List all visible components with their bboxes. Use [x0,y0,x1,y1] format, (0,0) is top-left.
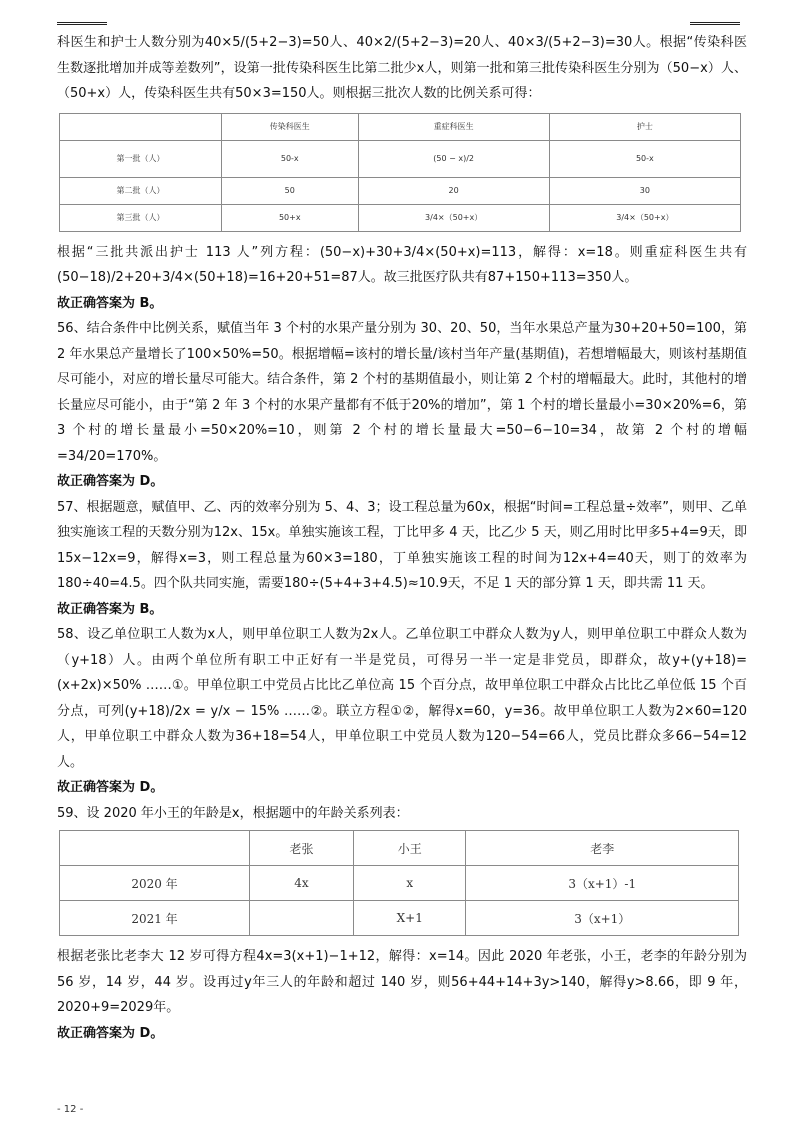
table-cell: 第一批（人） [60,140,222,177]
paragraph-59: 59、设 2020 年小王的年龄是x，根据题中的年龄关系列表： [57,805,409,821]
table-cell: 3/4×（50+x） [358,204,549,231]
table-row [60,140,741,177]
table-cell: 3（x+1）-1 [466,866,739,901]
table-cell: 2020 年 [60,866,250,901]
paragraph-55-cont: 科医生和护士人数分别为40×5/(5+2−3)=50人、40×2/(5+2−3)=20人、40×3/(5+2−3)=30人。根据“传染科医生数逐批增加并成等差数列”，设第一批传染科医生比第二批少x人，则第一批和第三批传染科医生分别为（50−x）人、（50+x）人，传染科医生共有50×3=150人。则根据三批次人数的比例关系可得： [57,35,747,101]
table-row [60,177,741,204]
table-cell: 第二批（人） [60,177,222,204]
table-cell: x [353,866,466,901]
page-content [57,30,747,1046]
table-age [59,830,739,936]
table-header-cell [60,113,222,140]
table-cell [249,901,353,936]
table-header-cell [60,831,250,866]
table-cell: 3（x+1） [466,901,739,936]
paragraph-57: 57、根据题意，赋值甲、乙、丙的效率分别为 5、4、3；设工程总量为60x，根据“时间=工程总量÷效率”，则甲、乙单独实施该工程的天数分别为12x、15x。单独实施该工程，丁比甲多 4 天，比乙少 5 天，则乙用时比甲多5+4=9天，即15x−12x=9，解得x=3，则工程总量为60×3=180，丁单独实施该工程的时间为12x+4=40天，则丁的效率为180÷40=4.5。四个队共同实施，需要180÷(5+4+3+4.5)≈10.9天，不足 1 天的部分算 1 天，即共需 11 天。 [57,499,747,591]
answer-59: 故正确答案为 D。 [57,1025,164,1041]
table-header-cell: 护士 [549,113,740,140]
table-row [60,901,739,936]
answer-58: 故正确答案为 D。 [57,780,164,795]
table-cell: 4x [249,866,353,901]
table-cell: 50-x [221,140,358,177]
answer-57: 故正确答案为 B。 [57,601,163,617]
table-header-cell: 老张 [249,831,353,866]
table-cell: 第三批（人） [60,204,222,231]
page-number: - 12 - [57,1104,84,1115]
table-cell: 2021 年 [60,901,250,936]
table-cell: (50 − x)/2 [358,140,549,177]
paragraph-58: 58、设乙单位职工人数为x人，则甲单位职工人数为2x人。乙单位职工中群众人数为y人，则甲单位职工中群众人数为（y+18）人。由两个单位所有职工中正好有一半是党员，可得另一半一定是非党员，即群众，故y+(y+18)=(x+2x)×50% ……①。甲单位职工中党员占比比乙单位高 15 个百分点，故甲单位职工中群众占比比乙单位低 15 个百分点，可列(y+18)/2x = y/x − 15% ……②。联立方程①②，解得x=60，y=36。故甲单位职工人数为2×60=120人，甲单位职工中群众人数为36+18=54人，甲单位职工中党员人数为120−54=66人，党员比群众多66−54=12人。 [57,627,747,770]
table-cell: 30 [549,177,740,204]
table-row [60,204,741,231]
paragraph-55-equation: 根据“三批共派出护士 113 人”列方程：(50−x)+30+3/4×(50+x)=113，解得：x=18。则重症科医生共有(50−18)/2+20+3/4×(50+18)=16+20+51=87人。故三批医疗队共有87+150+113=350人。 [57,244,747,285]
table-header-row [60,113,741,140]
table-cell: X+1 [353,901,466,936]
table-header-row [60,831,739,866]
table-header-cell: 小王 [353,831,466,866]
table-cell: 50-x [549,140,740,177]
table-header-cell: 传染科医生 [221,113,358,140]
table-row [60,866,739,901]
table-medical-team [59,113,741,232]
table-cell: 50+x [221,204,358,231]
paragraph-59-solution: 根据老张比老李大 12 岁可得方程4x=3(x+1)−1+12，解得：x=14。因此 2020 年老张，小王，老李的年龄分别为 56 岁，14 岁，44 岁。设再过y年三人的年龄和超过 140 岁，则56+44+14+3y>140，解得y>8.66，即 9 年，2020+9=2029年。 [57,949,747,1015]
table-cell: 20 [358,177,549,204]
table-cell: 50 [221,177,358,204]
answer-56: 故正确答案为 D。 [57,474,164,489]
table-header-cell: 重症科医生 [358,113,549,140]
table-header-cell: 老李 [466,831,739,866]
answer-55: 故正确答案为 B。 [57,295,163,311]
header-rule-right [690,22,740,25]
paragraph-56: 56、结合条件中比例关系，赋值当年 3 个村的水果产量分别为 30、20、50，当年水果总产量为30+20+50=100，第 2 年水果总产量增长了100×50%=50。根据增幅=该村的增长量/该村当年产量(基期值)，若想增幅最大，则该村基期值尽可能小，对应的增长量尽可能大。结合条件，第 2 个村的基期值最小，则让第 2 个村的增幅最大。此时，其他村的增长量应尽可能小，由于“第 2 年 3 个村的水果产量都有不低于20%的增加”，第 1 个村的增长量最小=30×20%=6，第 3 个村的增长量最小=50×20%=10，则第 2 个村的增长量最大=50−6−10=34，故第 2 个村的增幅=34/20=170%。 [57,321,747,464]
header-rule-left [57,22,107,25]
table-cell: 3/4×（50+x） [549,204,740,231]
